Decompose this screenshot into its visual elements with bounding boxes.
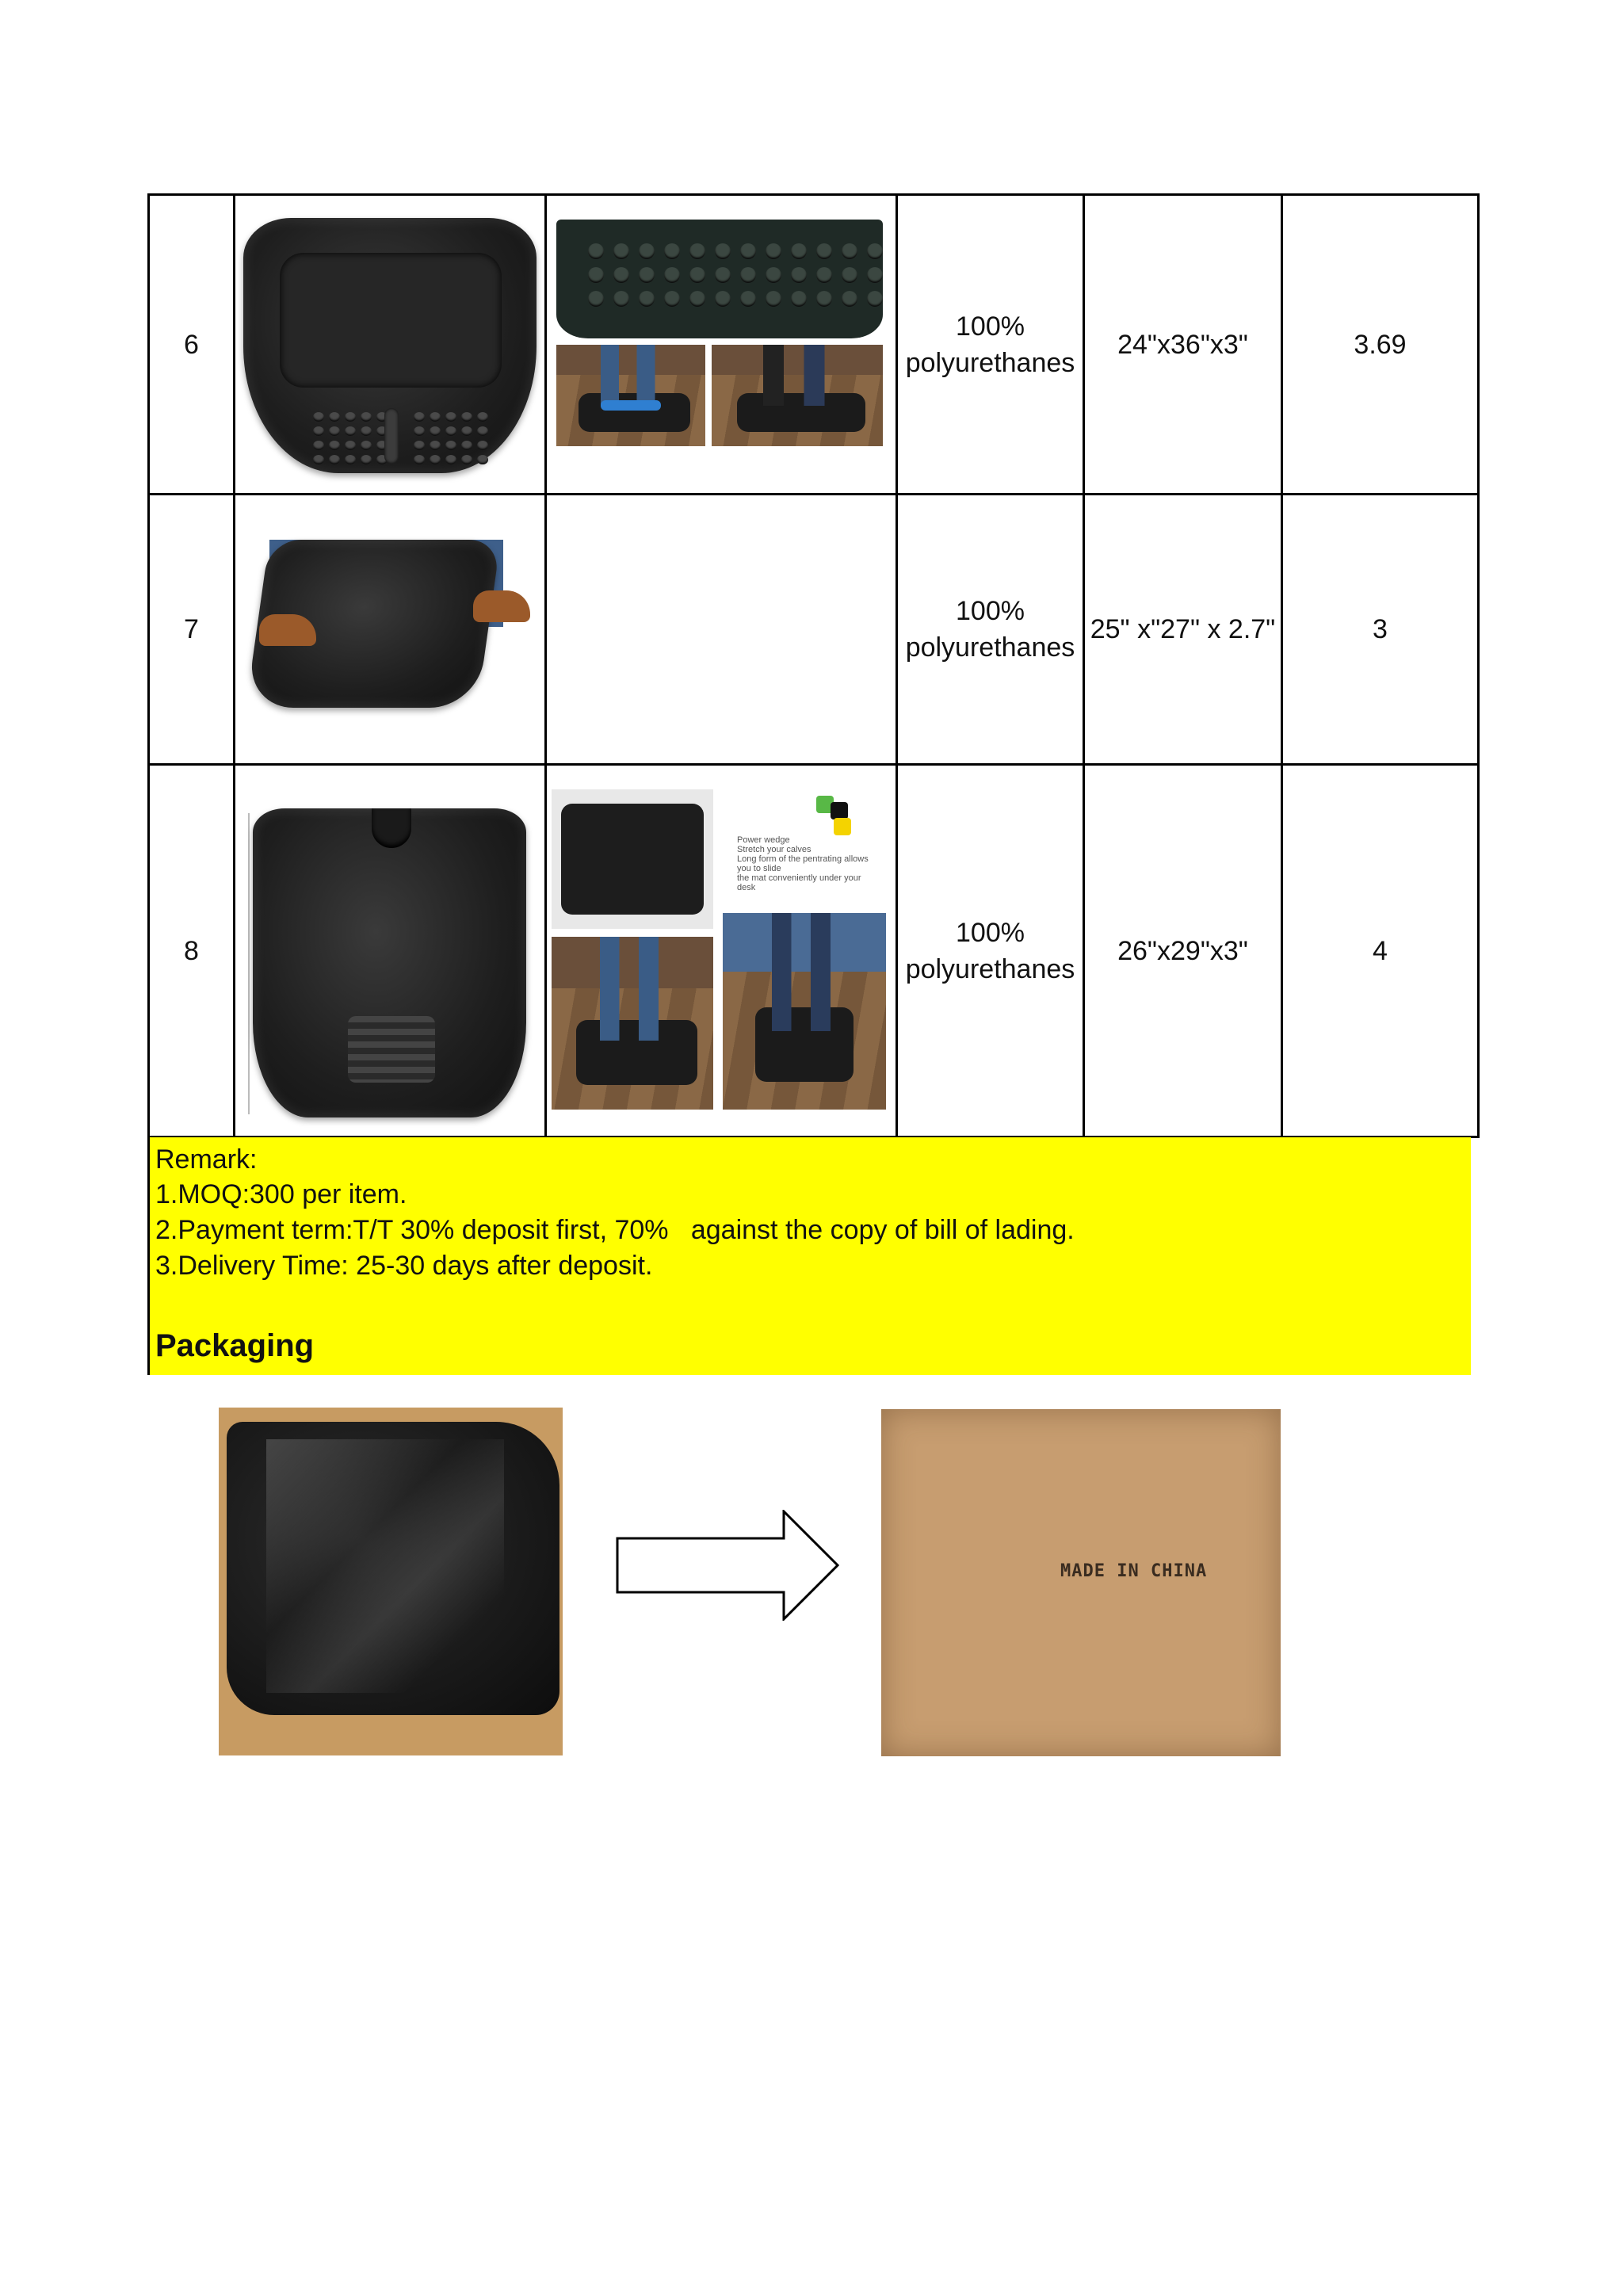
- detail-image: [552, 789, 713, 929]
- material: 100% polyurethanes: [897, 495, 1084, 765]
- product-image-cell: [235, 765, 546, 1137]
- table-row: [149, 765, 1479, 1137]
- product-image-cell: [235, 495, 546, 765]
- detail-image: [712, 345, 883, 446]
- table-row: [149, 495, 1479, 765]
- remark-moq: 1.MOQ:300 per item.: [155, 1179, 407, 1209]
- size: 26"x29"x3": [1084, 765, 1282, 1137]
- detail-image: [556, 345, 705, 446]
- size: 24"x36"x3": [1084, 195, 1282, 495]
- remark-payment: 2.Payment term:T/T 30% deposit first, 70% against the copy of bill of lading.: [155, 1215, 1075, 1245]
- detail-image-cell: [546, 495, 897, 765]
- material: 100% polyurethanes: [897, 195, 1084, 495]
- remark-title: Remark:: [155, 1144, 258, 1175]
- item-number: 8: [149, 765, 235, 1137]
- price: 3: [1282, 495, 1479, 765]
- price: 3.69: [1282, 195, 1479, 495]
- remark-delivery: 3.Delivery Time: 25-30 days after deposit.: [155, 1251, 653, 1281]
- product-image: [243, 218, 537, 473]
- product-image: [253, 808, 526, 1117]
- detail-image: [723, 913, 886, 1110]
- product-image-cell: [235, 195, 546, 495]
- packaging-heading: Packaging: [155, 1328, 315, 1363]
- item-number: 7: [149, 495, 235, 765]
- packaging-bagged-photo: [219, 1408, 563, 1755]
- item-number: 6: [149, 195, 235, 495]
- detail-image-cell: [546, 195, 897, 495]
- arrow-right-icon: [616, 1510, 839, 1621]
- detail-image: [556, 220, 883, 338]
- size: 25" x"27" x 2.7": [1084, 495, 1282, 765]
- color-swatch-icon: [834, 818, 851, 835]
- packaging-box-photo: [881, 1409, 1281, 1756]
- box-stamp: MADE IN CHINA: [1060, 1561, 1208, 1581]
- product-table: [147, 193, 1480, 1138]
- price: 4: [1282, 765, 1479, 1137]
- remarks-block: [147, 1137, 1471, 1375]
- material: 100% polyurethanes: [897, 765, 1084, 1137]
- color-swatch-icon: [831, 802, 848, 819]
- detail-image-cell: [546, 765, 897, 1137]
- detail-image: [552, 937, 713, 1110]
- feature-note: Power wedge Stretch your calves Long form of the pentrating allows you to slide the mat conveniently under your desk: [737, 835, 869, 892]
- table-row: [149, 195, 1479, 495]
